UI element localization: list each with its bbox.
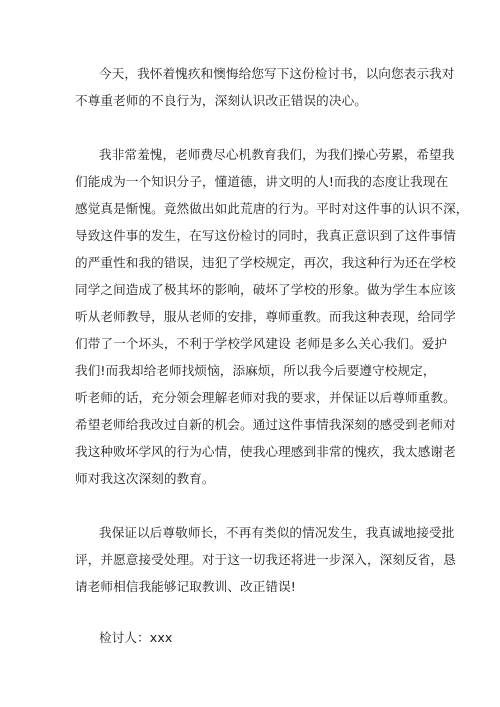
paragraph-1-line-1: 今天，我怀着愧疚和懊悔给您写下这份检讨书，以向您表示我对	[99, 66, 455, 81]
paragraph-3-line-2: 评，并愿意接受处理。对于这一切我还将进一步深入，深刻反省，恳	[75, 552, 456, 567]
paragraph-2-line-4: 导致这件事的发生，在写这份检讨的同时，我真正意识到了这件事情	[75, 228, 456, 243]
paragraph-2-line-2: 们能成为一个知识分子，懂道德，讲文明的人!而我的态度让我现在	[75, 174, 449, 189]
paragraph-2-line-6: 同学之间造成了极其坏的影响，破坏了学校的形象。做为学生本应该	[75, 282, 456, 297]
paragraph-2-line-11: 希望老师给我改过自新的机会。通过这件事情我深刻的感受到老师对	[75, 417, 456, 432]
paragraph-3-line-1: 我保证以后尊敬师长，不再有类似的情况发生，我真诚地接受批	[99, 525, 455, 540]
paragraph-2-line-1: 我非常羞愧，老师费尽心机教育我们，为我们操心劳累，希望我	[99, 147, 455, 162]
paragraph-1-line-2: 不尊重老师的不良行为，深刻认识改正错误的决心。	[75, 93, 367, 108]
paragraph-3-line-3: 请老师相信我能够记取教训、改正错误!	[75, 579, 296, 594]
paragraph-2-line-8: 们带了一个坏头，不利于学校学风建设 老师是多么关心我们。爱护	[75, 336, 448, 351]
paragraph-2-line-12: 我这种败坏学风的行为心情，使我心理感到非常的愧疚，我太感谢老	[75, 444, 456, 459]
paragraph-2-line-10: 听老师的话，充分领会理解老师对我的要求，并保证以后尊师重教。	[75, 390, 456, 405]
paragraph-2-line-9: 我们!而我却给老师找烦恼，添麻烦，所以我今后要遵守校规定，	[75, 363, 436, 378]
paragraph-2-line-7: 听从老师教导，服从老师的安排，尊师重教。而我这种表现，给同学	[75, 309, 456, 324]
paragraph-2-line-5: 的严重性和我的错误，违犯了学校规定，再次，我这种行为还在学校	[75, 255, 456, 270]
paragraph-2-line-3: 感觉真是惭愧。竟然做出如此荒唐的行为。平时对这件事的认识不深，	[75, 201, 469, 216]
signature-line: 检讨人：xxx	[99, 630, 173, 645]
paragraph-2-line-13: 师对我这次深刻的教育。	[75, 471, 215, 486]
